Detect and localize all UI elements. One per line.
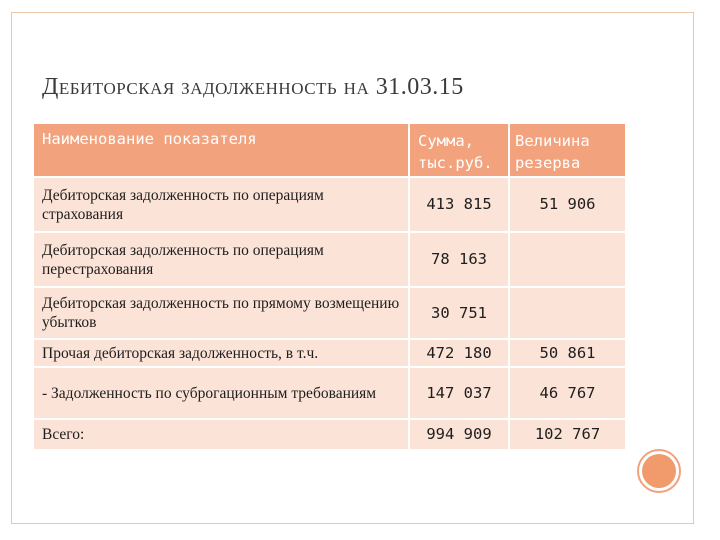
row-reserve: 46 767: [509, 367, 625, 419]
row-sum: 413 815: [409, 177, 509, 232]
receivables-table: [34, 124, 625, 449]
header-reserve: Величина резерва: [509, 124, 625, 177]
row-name: Дебиторская задолженность по операциям перестрахования: [34, 232, 409, 287]
table-row: [34, 367, 625, 419]
table-header: [34, 124, 625, 177]
table-row: [34, 177, 625, 232]
row-reserve: 50 861: [509, 339, 625, 367]
table-row: [34, 339, 625, 367]
decorative-circle: [642, 454, 676, 488]
row-name: Дебиторская задолженность по прямому возмещению убытков: [34, 287, 409, 339]
header-sum: Сумма, тыс.руб.: [409, 124, 509, 177]
row-reserve: [509, 287, 625, 339]
row-reserve: [509, 232, 625, 287]
row-sum: 994 909: [409, 419, 509, 449]
table-row: [34, 232, 625, 287]
row-sum: 472 180: [409, 339, 509, 367]
row-name: Всего:: [34, 419, 409, 449]
row-name: - Задолженность по суброгационным требованиям: [34, 367, 409, 419]
row-reserve: 51 906: [509, 177, 625, 232]
row-sum: 30 751: [409, 287, 509, 339]
header-name: Наименование показателя: [34, 124, 409, 177]
row-name: Дебиторская задолженность по операциям страхования: [34, 177, 409, 232]
row-sum: 78 163: [409, 232, 509, 287]
table-row: [34, 419, 625, 449]
row-name: Прочая дебиторская задолженность, в т.ч.: [34, 339, 409, 367]
table-row: [34, 287, 625, 339]
row-reserve: 102 767: [509, 419, 625, 449]
row-sum: 147 037: [409, 367, 509, 419]
page-title: Дебиторская задолженность на 31.03.15: [42, 74, 464, 100]
